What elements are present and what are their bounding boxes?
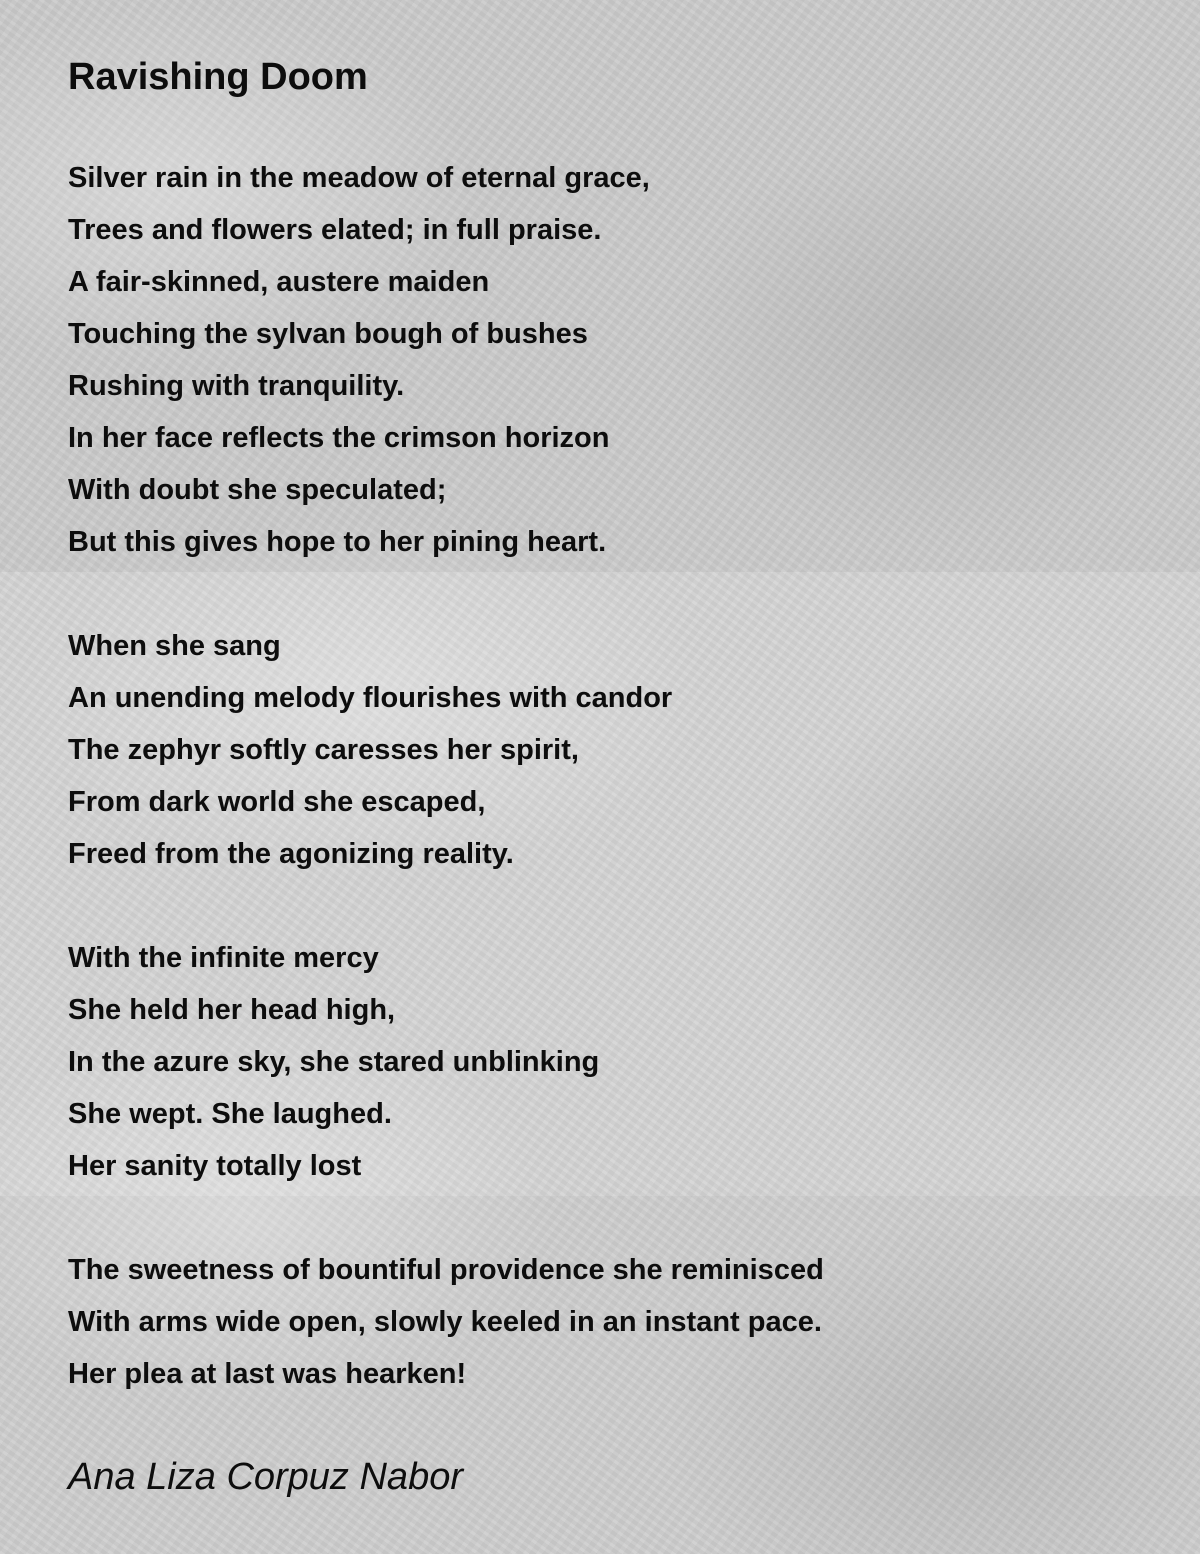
- poem-author: Ana Liza Corpuz Nabor: [68, 1456, 463, 1498]
- poem-line: Her plea at last was hearken!: [68, 1358, 467, 1390]
- stanza-1: [68, 152, 650, 568]
- poem-line: Her sanity totally lost: [68, 1150, 362, 1182]
- poem-line: Rushing with tranquility.: [68, 370, 405, 402]
- poem-line: When she sang: [68, 630, 281, 662]
- stanza-3: [68, 932, 599, 1192]
- poem-line: Trees and flowers elated; in full praise.: [68, 214, 602, 246]
- poem-line: In the azure sky, she stared unblinking: [68, 1046, 600, 1078]
- poem-line: But this gives hope to her pining heart.: [68, 526, 607, 558]
- poem-line: A fair-skinned, austere maiden: [68, 266, 490, 298]
- stanza-4: [68, 1244, 824, 1400]
- poem-line: Freed from the agonizing reality.: [68, 838, 514, 870]
- poem-line: Touching the sylvan bough of bushes: [68, 318, 588, 350]
- poem-line: The sweetness of bountiful providence she reminisced: [68, 1254, 824, 1286]
- poem-line: With the infinite mercy: [68, 942, 379, 974]
- stanza-2: [68, 620, 672, 880]
- poem-line: Silver rain in the meadow of eternal grace,: [68, 162, 650, 194]
- poem-line: She wept. She laughed.: [68, 1098, 392, 1130]
- poem-line: With arms wide open, slowly keeled in an instant pace.: [68, 1306, 822, 1338]
- poem-line: In her face reflects the crimson horizon: [68, 422, 610, 454]
- poem-line: She held her head high,: [68, 994, 396, 1026]
- poem-line: With doubt she speculated;: [68, 474, 447, 506]
- poem-line: An unending melody flourishes with candor: [68, 682, 673, 714]
- poem-title: Ravishing Doom: [68, 56, 368, 98]
- poem-line: From dark world she escaped,: [68, 786, 486, 818]
- poem-line: The zephyr softly caresses her spirit,: [68, 734, 579, 766]
